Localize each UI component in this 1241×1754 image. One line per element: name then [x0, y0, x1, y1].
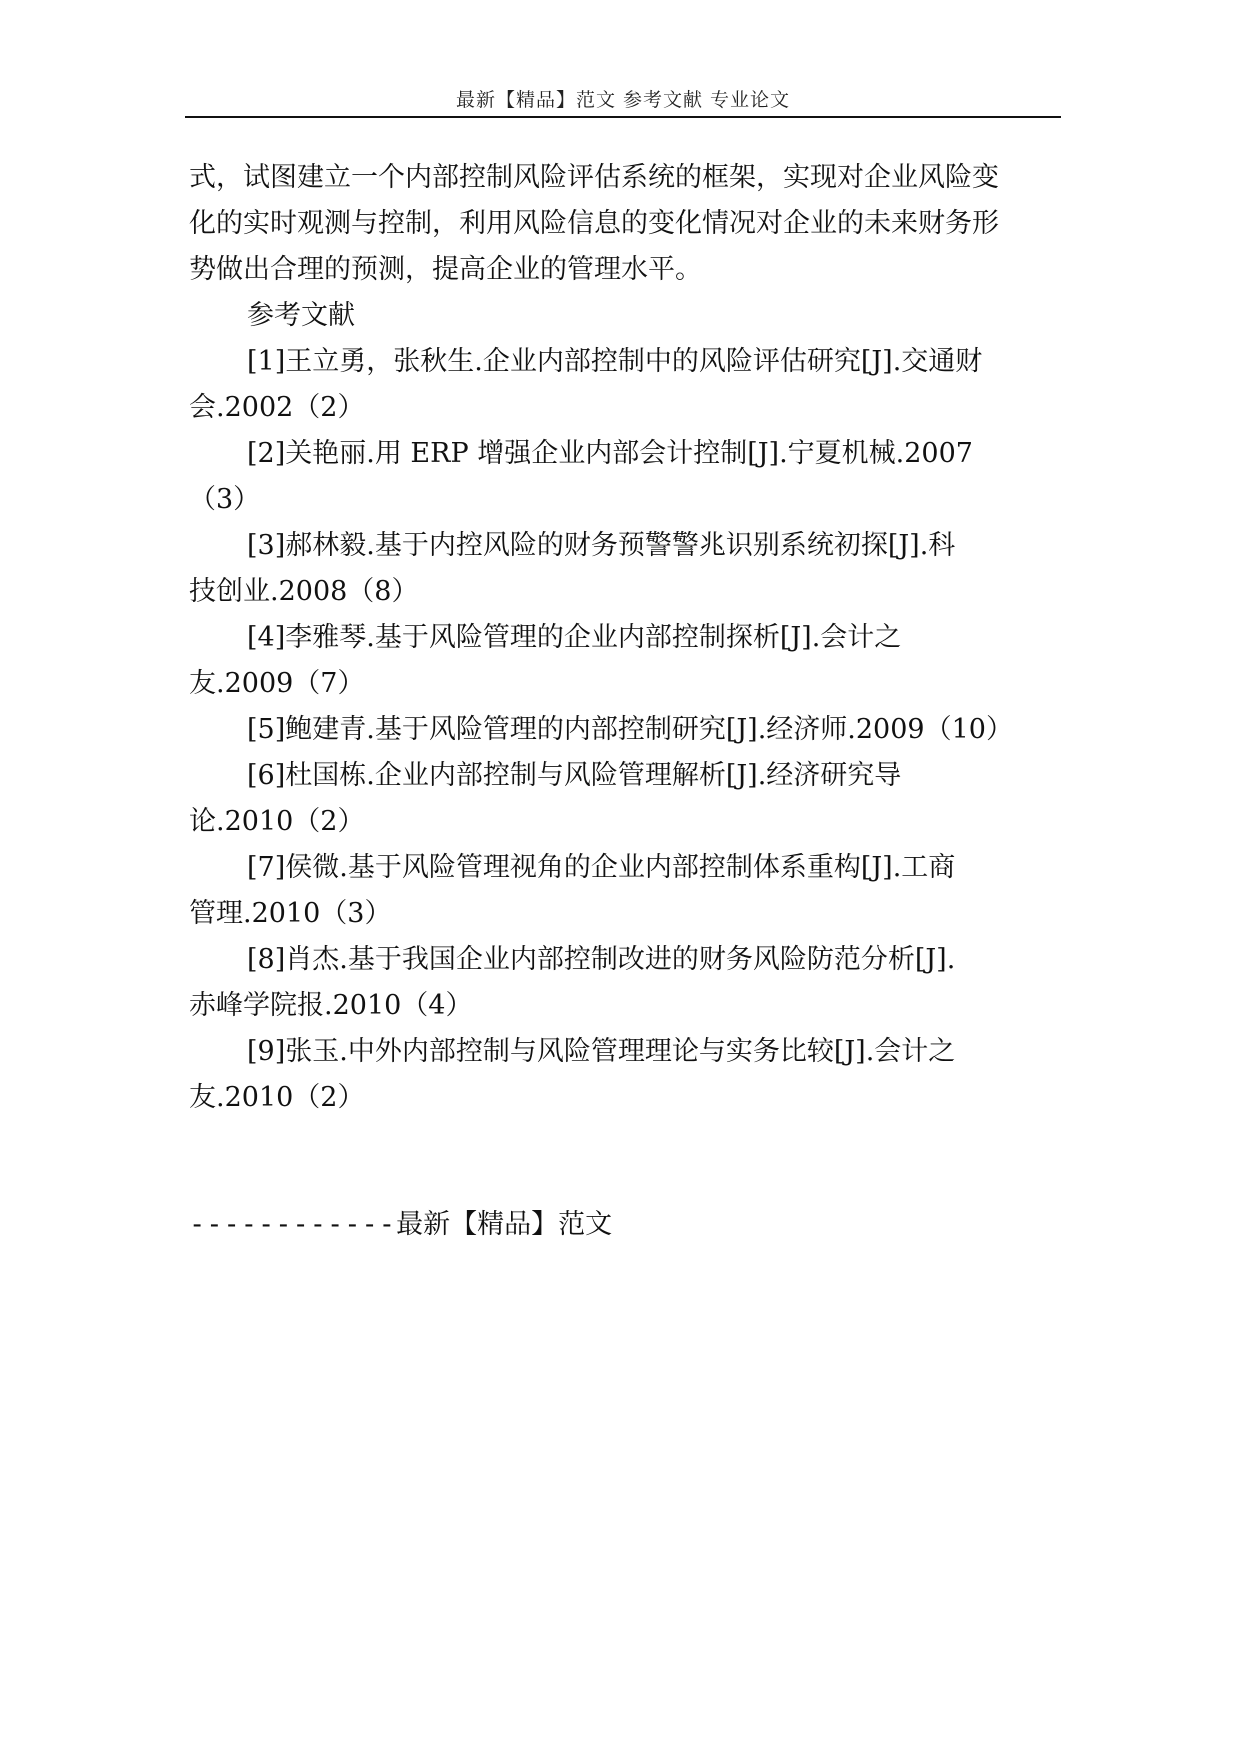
intro-line: 化的实时观测与控制，利用风险信息的变化情况对企业的未来财务形 [189, 208, 999, 239]
footer-dashes: ------------ [189, 1209, 397, 1240]
reference-line: 赤峰学院报.2010（4） [189, 990, 473, 1021]
reference-item-1 [189, 339, 1069, 431]
header-text: 最新【精品】范文 参考文献 专业论文 [455, 89, 791, 111]
reference-line: [6]杜国栋.企业内部控制与风险管理解析[J].经济研究导 [247, 760, 902, 791]
reference-line: 论.2010（2） [189, 806, 365, 837]
reference-line: 管理.2010（3） [189, 898, 392, 929]
reference-item-5 [189, 707, 1069, 753]
reference-line: 友.2010（2） [189, 1082, 365, 1113]
reference-item-8 [189, 937, 1069, 1029]
intro-line: 势做出合理的预测，提高企业的管理水平。 [189, 254, 702, 285]
intro-paragraph [189, 155, 1069, 293]
reference-line: 友.2009（7） [189, 668, 365, 699]
reference-line: [2]关艳丽.用 ERP 增强企业内部会计控制[J].宁夏机械.2007 [247, 438, 973, 469]
reference-item-7 [189, 845, 1069, 937]
reference-line: （3） [189, 484, 261, 515]
reference-item-9 [189, 1029, 1069, 1121]
reference-item-3 [189, 523, 1069, 615]
reference-line: [4]李雅琴.基于风险管理的企业内部控制探析[J].会计之 [247, 622, 902, 653]
page-footer [189, 1205, 612, 1245]
reference-line: [7]侯微.基于风险管理视角的企业内部控制体系重构[J].工商 [247, 852, 956, 883]
footer-label: 最新【精品】范文 [396, 1209, 613, 1240]
intro-line: 式，试图建立一个内部控制风险评估系统的框架，实现对企业风险变 [189, 162, 999, 193]
references-list [189, 339, 1069, 1121]
reference-line: [8]肖杰.基于我国企业内部控制改进的财务风险防范分析[J]. [247, 944, 956, 975]
reference-line: [1]王立勇，张秋生.企业内部控制中的风险评估研究[J].交通财 [247, 346, 983, 377]
reference-line: [9]张玉.中外内部控制与风险管理理论与实务比较[J].会计之 [247, 1036, 956, 1067]
document-body [189, 155, 1069, 1121]
reference-item-4 [189, 615, 1069, 707]
reference-line: [5]鲍建青.基于风险管理的内部控制研究[J].经济师.2009（10） [247, 714, 1013, 745]
reference-line: 技创业.2008（8） [189, 576, 419, 607]
reference-line: [3]郝林毅.基于内控风险的财务预警警兆识别系统初探[J].科 [247, 530, 956, 561]
reference-item-2 [189, 431, 1069, 523]
reference-line: 会.2002（2） [189, 392, 365, 423]
page-header [185, 86, 1061, 118]
references-heading: 参考文献 [247, 300, 355, 331]
reference-item-6 [189, 753, 1069, 845]
